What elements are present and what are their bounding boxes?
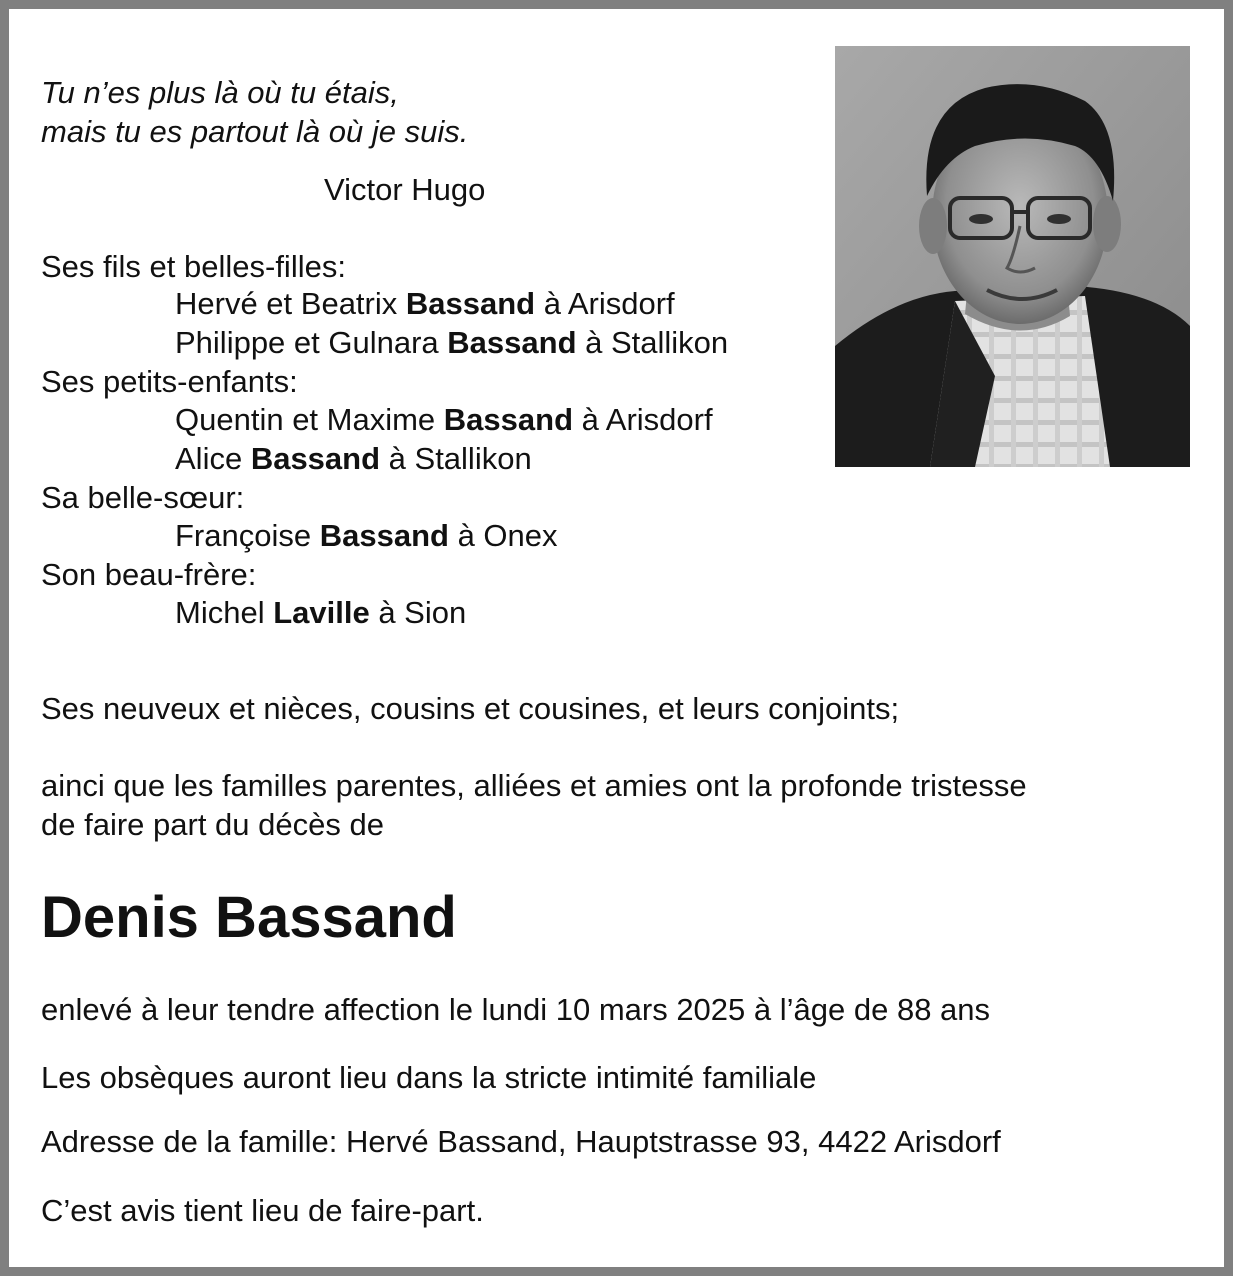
brother-in-law-label: Son beau-frère: (41, 557, 257, 592)
portrait-photo (835, 46, 1190, 467)
family-member: Quentin et Maxime Bassand à Arisdorf (175, 402, 713, 437)
portrait-illustration (835, 46, 1190, 467)
announcement-line-1: ainci que les familles parentes, alliées et amies ont la profonde tristesse (41, 768, 1027, 803)
sons-label: Ses fils et belles-filles: (41, 249, 346, 284)
family-member: Hervé et Beatrix Bassand à Arisdorf (175, 286, 675, 321)
family-member: Philippe et Gulnara Bassand à Stallikon (175, 325, 729, 360)
deceased-name: Denis Bassand (41, 885, 457, 950)
grandchildren-label: Ses petits-enfants: (41, 364, 298, 399)
family-member: Alice Bassand à Stallikon (175, 441, 532, 476)
address-line: Adresse de la famille: Hervé Bassand, Hauptstrasse 93, 4422 Arisdorf (41, 1124, 1001, 1159)
relatives-line: Ses neuveux et nièces, cousins et cousines, et leurs conjoints; (41, 691, 900, 726)
family-member: Françoise Bassand à Onex (175, 518, 558, 553)
funeral-line: Les obsèques auront lieu dans la stricte intimité familiale (41, 1060, 817, 1095)
announcement-line-2: de faire part du décès de (41, 807, 384, 842)
quote-line-2: mais tu es partout là où je suis. (41, 114, 469, 149)
quote-author: Victor Hugo (324, 172, 486, 207)
sister-in-law-label: Sa belle-sœur: (41, 480, 245, 515)
quote-line-1: Tu n’es plus là où tu étais, (41, 75, 399, 110)
notice-line: C’est avis tient lieu de faire-part. (41, 1193, 484, 1228)
passing-line: enlevé à leur tendre affection le lundi 10 mars 2025 à l’âge de 88 ans (41, 992, 991, 1027)
family-member: Michel Laville à Sion (175, 595, 467, 630)
